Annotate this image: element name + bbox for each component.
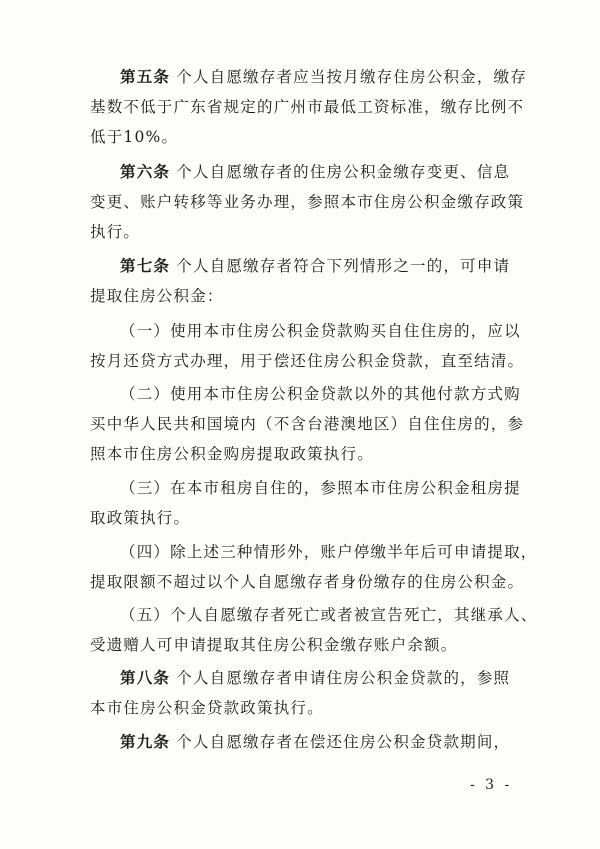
- page-number: - 3 -: [470, 777, 513, 793]
- article-8-line-1: 第八条 个人自愿缴存者申请住房公积金贷款的，参照: [120, 669, 511, 687]
- article-9-label: 第九条: [120, 733, 171, 751]
- article-6-line-2: 变更、账户转移等业务办理，参照本市住房公积金缴存政策: [90, 193, 525, 211]
- article-7-item-4: [90, 537, 538, 597]
- item-5-line-2: 受遗赠人可申请提取其住房公积金缴存账户余额。: [90, 636, 458, 654]
- article-8: [90, 663, 520, 723]
- article-5-line-2: 基数不低于广东省规定的广州市最低工资标准，缴存比例不: [90, 98, 525, 116]
- item-3-line-1: （三）在本市租房自住的，参照本市住房公积金租房提: [120, 479, 521, 497]
- article-6-line-1: 第六条 个人自愿缴存者的住房公积金缴存变更、信息: [120, 163, 511, 181]
- item-2-line-1: （二）使用本市住房公积金贷款以外的其他付款方式购: [120, 385, 521, 403]
- article-6-label: 第六条: [120, 163, 171, 181]
- article-5-line-1: 第五条 个人自愿缴存者应当按月缴存住房公积金，缴存: [120, 68, 527, 86]
- article-9-line-1: 第九条 个人自愿缴存者在偿还住房公积金贷款期间，: [120, 733, 511, 751]
- item-4-line-2: 提取限额不超过以个人自愿缴存者身份缴存的住房公积金。: [90, 573, 525, 591]
- article-8-line-2: 本市住房公积金贷款政策执行。: [90, 699, 324, 717]
- item-3-line-2: 取政策执行。: [90, 509, 191, 527]
- item-2-line-2: 买中华人民共和国境内（不含台港澳地区）自住住房的，参: [90, 415, 525, 433]
- article-8-label: 第八条: [120, 669, 171, 687]
- article-7-item-5: [90, 600, 538, 660]
- item-5-line-1: （五）个人自愿缴存者死亡或者被宣告死亡，其继承人、: [120, 606, 538, 624]
- article-7-item-2: [90, 379, 525, 469]
- article-7-item-3: [90, 473, 520, 533]
- item-1-line-1: （一）使用本市住房公积金贷款购买自住住房的，应以: [120, 322, 521, 340]
- item-4-line-1: （四）除上述三种情形外，账户停缴半年后可申请提取，: [120, 543, 538, 561]
- article-5: [90, 62, 527, 152]
- article-7-line-1: 第七条 个人自愿缴存者符合下列情形之一的，可申请: [120, 257, 511, 275]
- article-5-line-3: 低于10%。: [90, 128, 179, 146]
- article-5-label: 第五条: [120, 68, 171, 86]
- item-1-line-2: 按月还贷方式办理，用于偿还住房公积金贷款，直至结清。: [90, 352, 525, 370]
- article-9: [90, 727, 520, 757]
- article-7-line-2: 提取住房公积金：: [90, 287, 224, 305]
- article-6-line-3: 执行。: [90, 223, 141, 241]
- article-7-label: 第七条: [120, 257, 171, 275]
- article-6: [90, 157, 525, 247]
- article-7-item-1: [90, 316, 525, 376]
- item-2-line-3: 照本市住房公积金购房提取政策执行。: [90, 445, 374, 463]
- article-7: [90, 251, 520, 311]
